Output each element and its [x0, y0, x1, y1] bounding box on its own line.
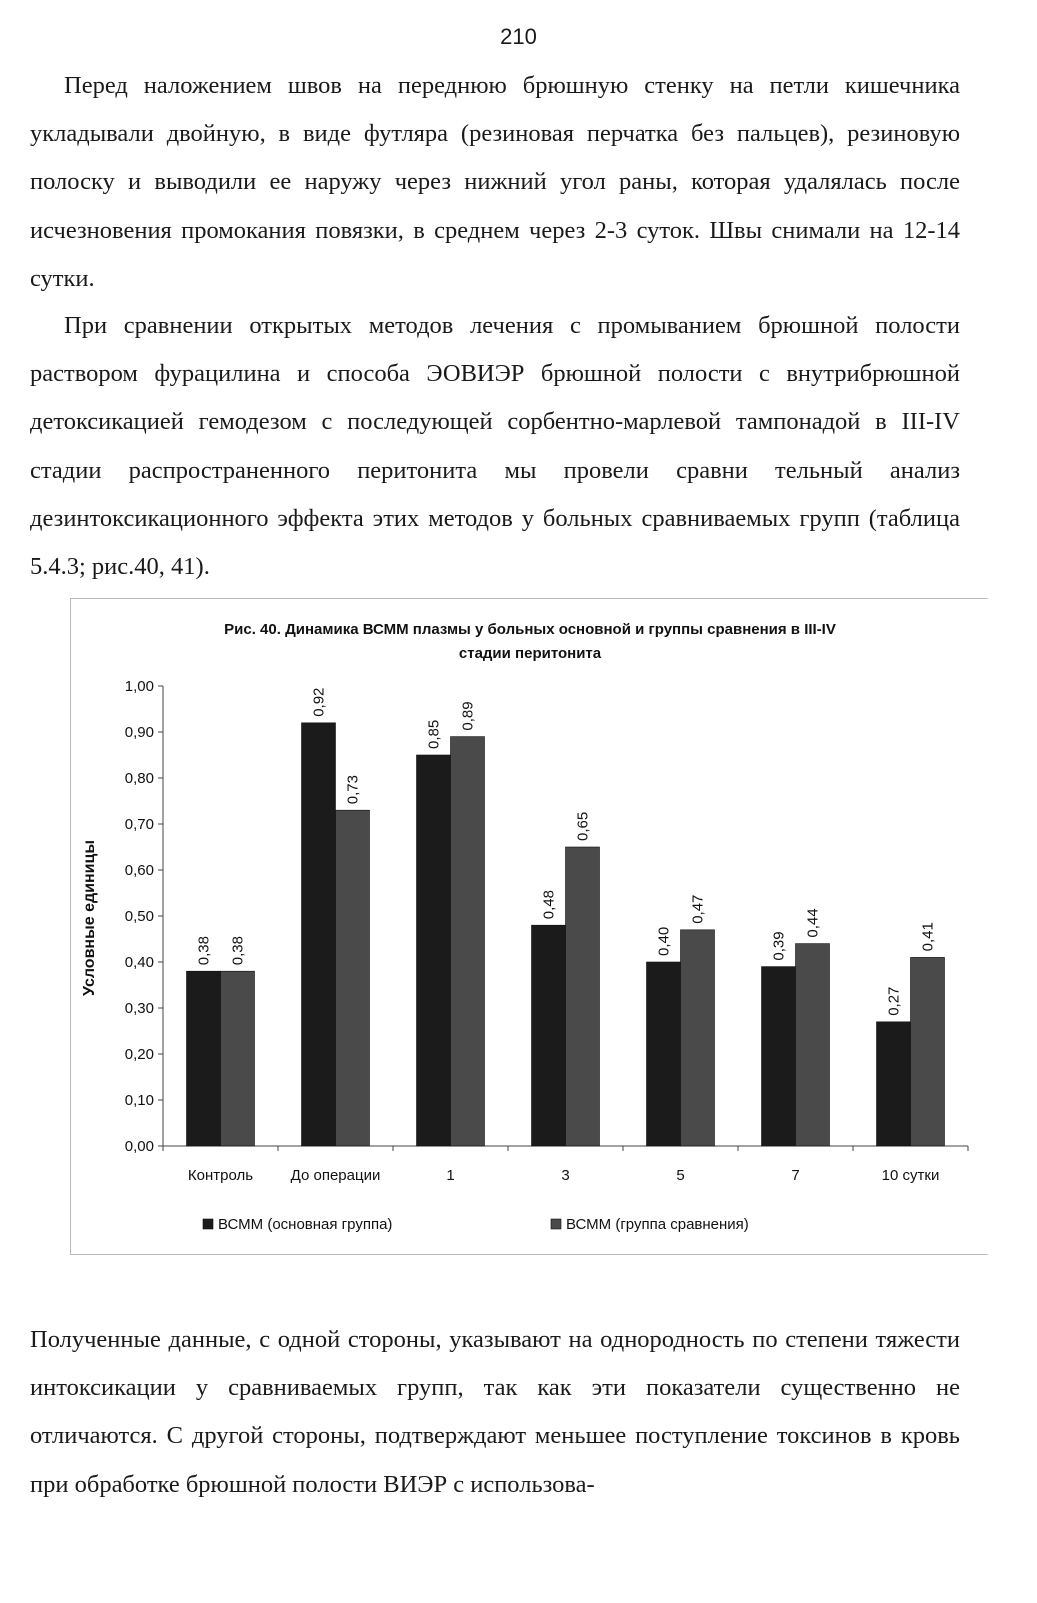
y-tick-label: 0,30 [124, 1000, 154, 1017]
x-tick-label: 5 [676, 1167, 685, 1184]
y-tick-label: 0,40 [124, 954, 154, 971]
chart-title-line1: Рис. 40. Динамика ВСММ плазмы у больных основной и группы сравнения в III-IV [224, 621, 836, 638]
data-label: 0,27 [885, 986, 903, 1016]
x-tick-label: 10 сутки [881, 1167, 940, 1184]
legend-label: ВСММ (группа сравнения) [566, 1216, 749, 1233]
x-tick-label: Контроль [187, 1167, 254, 1184]
data-label: 0,41 [919, 922, 937, 952]
chart-frame [70, 598, 988, 1255]
data-label: 0,73 [344, 774, 362, 805]
data-label: 0,89 [459, 701, 477, 731]
data-label: 0,92 [310, 687, 328, 717]
data-label: 0,47 [689, 894, 707, 924]
data-label: 0,65 [574, 811, 592, 841]
data-label: 0,44 [804, 908, 822, 938]
x-tick-label: До операции [290, 1167, 381, 1184]
y-tick-label: 0,10 [124, 1092, 154, 1109]
y-tick-label: 0,00 [124, 1138, 154, 1155]
paragraph-2: При сравнении открытых методов лечения с промыванием брюшной полости раствором фурацилина и способа ЭОВИЭР брюшной полости с внутрибрюшной детоксикацией гемодезом с последующей сорбентно-марлевой тампонадой в III-IV стадии распространенного перитонита мы провели сравни тельный анализ дезинтоксикационного эффекта этих методов у больных сравниваемых групп (таблица 5.4.3; рис.40, 41). [30, 312, 960, 581]
legend-label: ВСММ (основная группа) [218, 1216, 393, 1233]
data-label: 0,40 [655, 926, 673, 956]
y-tick-label: 0,80 [124, 770, 154, 787]
data-label: 0,85 [425, 719, 443, 749]
data-label: 0,48 [540, 889, 558, 920]
paragraph-3: Полученные данные, с одной стороны, указывают на однородность по степени тяжести интоксикации у сравниваемых групп, так как эти показатели существенно не отличаются. С другой стороны, подтверждают меньшее поступление токсинов в кровь при обработке брюшной полости ВИЭР с использова- [30, 1326, 960, 1498]
x-tick-label: 3 [561, 1167, 570, 1184]
y-tick-label: 0,70 [124, 816, 154, 833]
y-tick-label: 0,20 [124, 1046, 154, 1063]
y-tick-label: 0,60 [124, 862, 154, 879]
y-tick-label: 0,90 [124, 724, 154, 741]
data-label: 0,38 [229, 935, 247, 966]
x-tick-label: 7 [791, 1167, 800, 1184]
data-label: 0,38 [195, 935, 213, 966]
data-label: 0,39 [770, 931, 788, 961]
y-axis-label: Условные единицы [81, 840, 98, 996]
y-tick-label: 0,50 [124, 908, 154, 925]
paragraph-1: Перед наложением швов на переднюю брюшную стенку на петли кишечника укладывали двойную, в виде футляра (резиновая перчатка без пальцев), резиновую полоску и выводили ее наружу через нижний угол раны, которая удалялась после исчезновения промокания повязки, в среднем через 2-3 суток. Швы снимали на 12-14 сутки. [30, 72, 960, 292]
x-tick-label: 1 [446, 1167, 455, 1184]
chart-title-line2: стадии перитонита [458, 645, 602, 662]
page-number: 210 [500, 24, 537, 49]
y-tick-label: 1,00 [124, 678, 154, 695]
